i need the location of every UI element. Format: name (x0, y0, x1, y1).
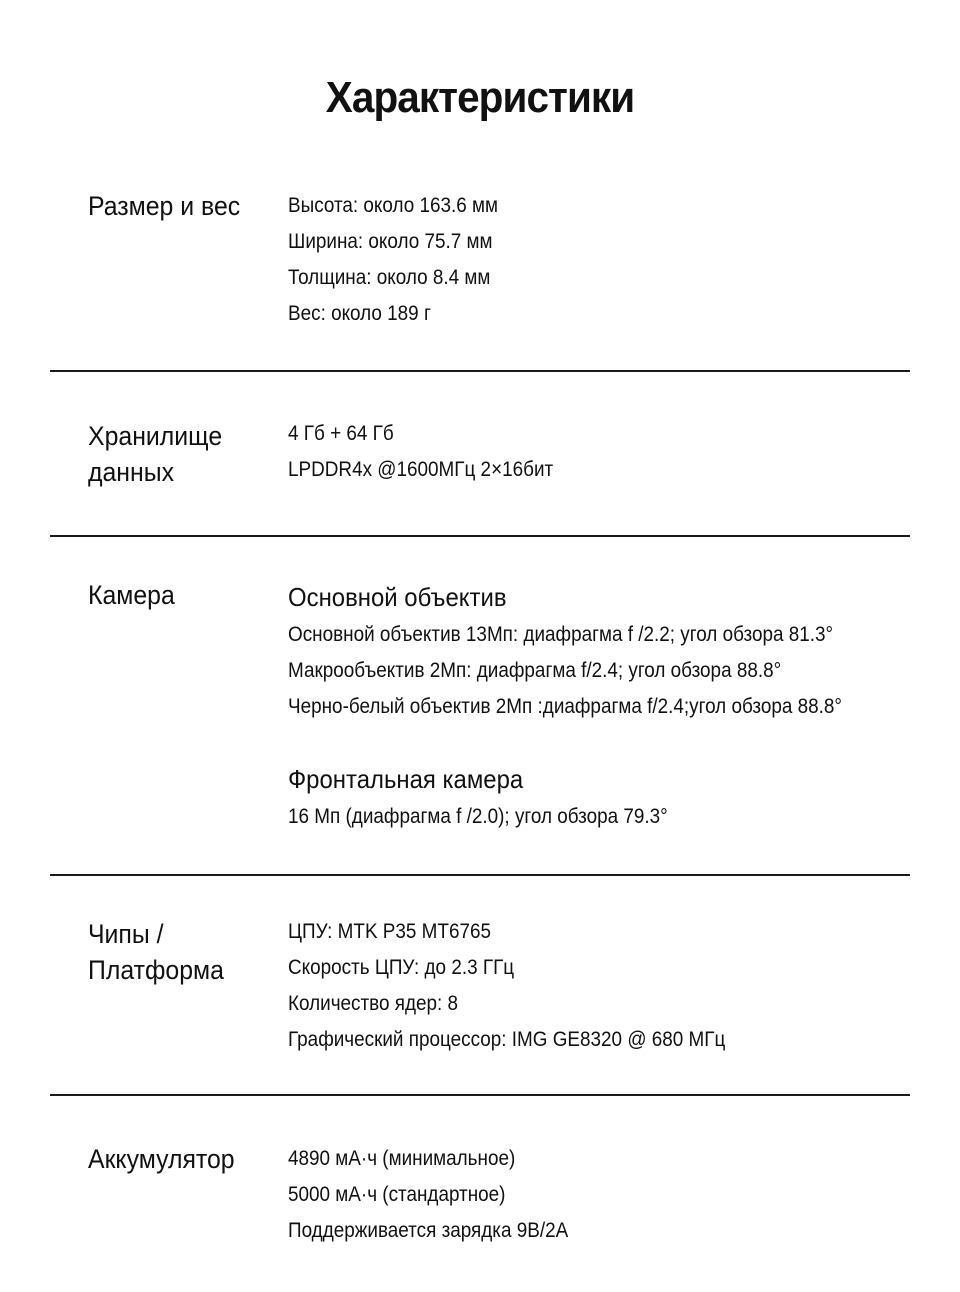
subheading-main-lens: Основной объектив (288, 582, 507, 612)
divider (50, 370, 910, 372)
section-label-line: Чипы / (88, 919, 164, 949)
spec-line: ЦПУ: MTK P35 MT6765 (288, 920, 492, 943)
spec-lines (288, 1141, 928, 1249)
spec-line: 16 Мп (диафрагма f /2.0); угол обзора 79.3° (288, 805, 668, 828)
page-title: Характеристики (325, 73, 635, 122)
divider (50, 874, 910, 876)
spec-line: LPDDR4x @1600МГц 2×16бит (288, 458, 554, 481)
spec-line: Количество ядер: 8 (288, 992, 459, 1015)
section-label (88, 418, 263, 490)
spec-line: 5000 мА·ч (стандартное) (288, 1183, 506, 1206)
spec-line: Черно-белый объектив 2Мп :диафрагма f/2.4;угол обзора 88.8° (288, 695, 842, 718)
spec-lines (288, 188, 928, 332)
divider (50, 535, 910, 537)
spec-lines (288, 577, 928, 835)
spec-line: Макрообъектив 2Мп: диафрагма f/2.4; угол обзора 88.8° (288, 659, 782, 682)
section-label: Аккумулятор (88, 1144, 235, 1174)
section-label: Камера (88, 580, 175, 610)
section-label-line: Хранилище (88, 421, 223, 451)
section-label-line: Платформа (88, 955, 224, 985)
section-label (88, 916, 263, 988)
section-label-line: данных (88, 457, 175, 487)
spec-lines (288, 416, 928, 488)
spec-lines (288, 914, 928, 1058)
spec-line: Ширина: около 75.7 мм (288, 230, 493, 253)
spec-line: Толщина: около 8.4 мм (288, 266, 491, 289)
section-label: Размер и вес (88, 191, 241, 221)
spec-line: 4 Гб + 64 Гб (288, 422, 394, 445)
subheading-front-camera: Фронтальная камера (288, 764, 524, 794)
spec-line: Основной объектив 13Мп: диафрагма f /2.2; угол обзора 81.3° (288, 623, 834, 646)
spec-line: Высота: около 163.6 мм (288, 194, 499, 217)
spec-line: Графический процессор: IMG GE8320 @ 680 МГц (288, 1028, 726, 1051)
spec-line: 4890 мА·ч (минимальное) (288, 1147, 516, 1170)
spec-line: Скорость ЦПУ: до 2.3 ГГц (288, 956, 515, 979)
divider (50, 1094, 910, 1096)
spec-line: Вес: около 189 г (288, 302, 431, 325)
spec-line: Поддерживается зарядка 9В/2А (288, 1219, 569, 1242)
